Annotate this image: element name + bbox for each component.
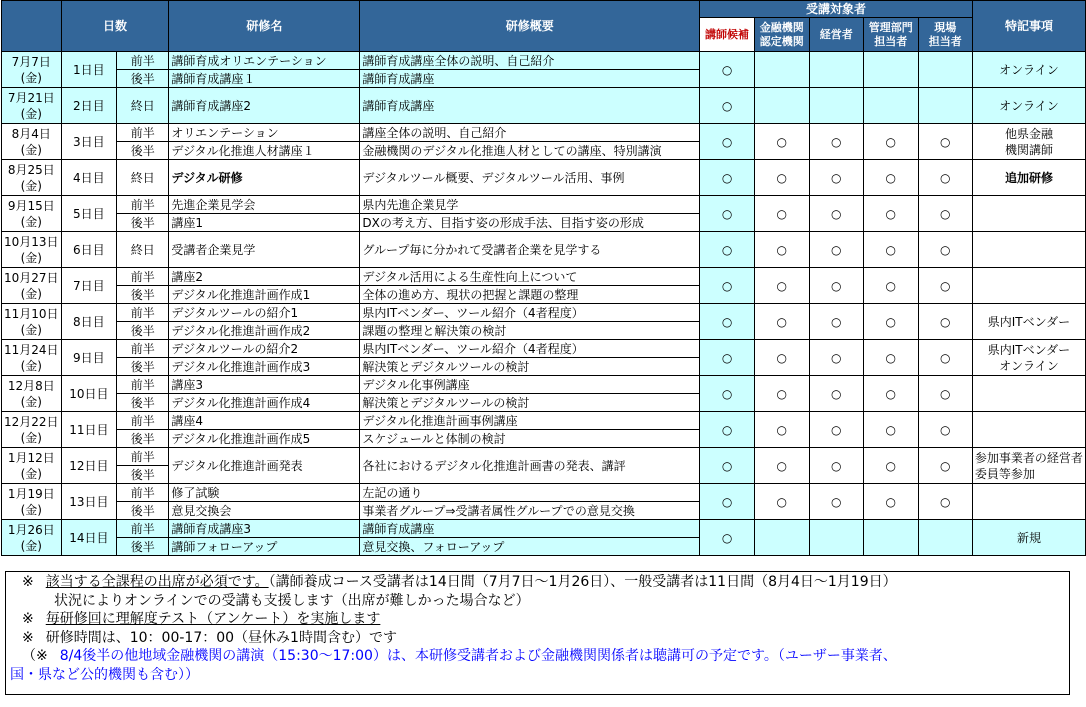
session-special-note	[972, 484, 1085, 520]
session-half: 後半	[117, 538, 169, 556]
target-header-executive	[809, 18, 863, 52]
session-date-day: 8月25日	[7, 162, 55, 177]
special-notes-header: 特記事項	[972, 1, 1085, 52]
session-date	[2, 232, 62, 268]
session-half: 前半	[117, 484, 169, 502]
target-mark-admin: ○	[863, 124, 918, 160]
target-mark-field	[918, 520, 972, 556]
target-mark-instructor: ○	[700, 484, 755, 520]
session-date-day: 9月15日	[7, 198, 55, 213]
target-mark-financial	[754, 520, 809, 556]
session-summary: 講師育成講座	[360, 70, 700, 88]
session-half: 前半	[117, 304, 169, 322]
session-day-number: 12日目	[61, 448, 117, 484]
session-special-note	[972, 448, 1085, 484]
session-summary: スケジュールと体制の検討	[360, 430, 700, 448]
audience-header: 受講対象者	[700, 1, 973, 18]
target-mark-admin	[863, 88, 918, 124]
session-course-name: デジタル化推進計画作成5	[169, 430, 360, 448]
session-half: 前半	[117, 448, 169, 466]
session-special-note	[972, 196, 1085, 232]
session-half: 前半	[117, 340, 169, 358]
session-date-day: 1月12日	[7, 450, 55, 465]
session-day-number: 8日目	[61, 304, 117, 340]
session-date	[2, 268, 62, 304]
session-half: 後半	[117, 502, 169, 520]
session-half: 後半	[117, 430, 169, 448]
table-row	[2, 376, 1086, 394]
target-mark-financial	[754, 88, 809, 124]
session-summary: 県内先進企業見学	[360, 196, 700, 214]
target-mark-field: ○	[918, 124, 972, 160]
special-note-line: 機関講師	[1004, 142, 1053, 157]
target-mark-financial	[754, 52, 809, 88]
session-day-number: 11日目	[61, 412, 117, 448]
session-date-day: 1月26日	[7, 522, 55, 537]
session-date-weekday: (金)	[20, 502, 42, 517]
session-half: 後半	[117, 358, 169, 376]
special-note-line: 参加事業者の経営者	[974, 450, 1083, 465]
target-mark-admin: ○	[863, 304, 918, 340]
session-half: 後半	[117, 322, 169, 340]
target-header-line: 認定機関	[759, 34, 804, 48]
session-half: 後半	[117, 70, 169, 88]
table-row	[2, 232, 1086, 268]
session-date	[2, 52, 62, 88]
session-course-name: 講師育成講座2	[169, 88, 360, 124]
session-summary: 各社におけるデジタル化推進計画書の発表、講評	[360, 448, 700, 484]
session-date	[2, 88, 62, 124]
session-special-note	[972, 412, 1085, 448]
session-date	[2, 448, 62, 484]
target-header-line: 現場	[934, 20, 957, 34]
session-summary: デジタルツール概要、デジタルツール活用、事例	[360, 160, 700, 196]
session-date-weekday: (金)	[20, 106, 42, 121]
target-mark-instructor: ○	[700, 304, 755, 340]
session-date	[2, 520, 62, 556]
session-date-weekday: (金)	[20, 214, 42, 229]
session-summary: 講師育成講座全体の説明、自己紹介	[360, 52, 700, 70]
session-day-number: 14日目	[61, 520, 117, 556]
target-mark-financial: ○	[754, 196, 809, 232]
session-date-weekday: (金)	[20, 286, 42, 301]
session-day-number: 1日目	[61, 52, 117, 88]
note-line-lecture	[22, 647, 1069, 666]
target-mark-executive	[809, 52, 863, 88]
session-day-number: 4日目	[61, 160, 117, 196]
target-header-line: 担当者	[928, 34, 962, 48]
target-mark-admin: ○	[863, 196, 918, 232]
target-mark-financial: ○	[754, 448, 809, 484]
session-day-number: 2日目	[61, 88, 117, 124]
session-date-day: 7月21日	[7, 90, 55, 105]
table-row	[2, 304, 1086, 322]
table-row	[2, 520, 1086, 538]
session-date-day: 11月24日	[4, 342, 59, 357]
session-date-weekday: (金)	[20, 430, 42, 445]
note-line-time	[22, 629, 1069, 648]
target-mark-admin: ○	[863, 412, 918, 448]
target-mark-executive: ○	[809, 196, 863, 232]
session-course-name: デジタル研修	[169, 160, 360, 196]
target-mark-admin	[863, 52, 918, 88]
target-mark-field: ○	[918, 412, 972, 448]
session-half: 終日	[117, 88, 169, 124]
session-date	[2, 196, 62, 232]
target-mark-instructor: ○	[700, 448, 755, 484]
session-course-name: 講師育成オリエンテーション	[169, 52, 360, 70]
session-half: 後半	[117, 214, 169, 232]
target-mark-admin: ○	[863, 160, 918, 196]
target-mark-field: ○	[918, 232, 972, 268]
note-attendance-required: 該当する全課程の出席が必須です。	[45, 574, 269, 590]
special-note-line: 県内ITベンダー	[987, 314, 1071, 329]
target-mark-financial: ○	[754, 376, 809, 412]
session-date-day: 11月10日	[4, 306, 59, 321]
note-online-support: 状況によりオンラインでの受講も支援します（出席が難しかった場合など）	[54, 592, 530, 609]
note-lecture: 8/4後半の他地域金融機関の講演（15:30～17:00）は、本研修受講者および金融機関関係者は聴講可の予定です。（ユーザー事業者、	[59, 648, 897, 664]
target-mark-instructor: ○	[700, 376, 755, 412]
session-summary: 意見交換、フォローアップ	[360, 538, 700, 556]
table-row	[2, 196, 1086, 214]
note-time: 研修時間は、10：00-17：00（昼休み1時間含む）です	[45, 629, 397, 646]
session-half: 終日	[117, 232, 169, 268]
session-special-note	[972, 340, 1085, 376]
special-note-line: オンライン	[999, 98, 1059, 113]
target-mark-instructor: ○	[700, 340, 755, 376]
session-date	[2, 412, 62, 448]
table-row	[2, 484, 1086, 502]
session-course-name: デジタル化推進計画作成4	[169, 394, 360, 412]
session-special-note	[972, 52, 1085, 88]
note-mark: （※	[22, 648, 48, 664]
session-date-weekday: (金)	[20, 358, 42, 373]
note-line-test	[22, 610, 1069, 629]
special-note-line: オンライン	[999, 62, 1059, 77]
session-half: 前半	[117, 268, 169, 286]
session-date-day: 10月27日	[4, 270, 59, 285]
target-mark-financial: ○	[754, 304, 809, 340]
session-date-weekday: (金)	[20, 142, 42, 157]
table-row	[2, 124, 1086, 142]
session-summary: 講座全体の説明、自己紹介	[360, 124, 700, 142]
target-mark-executive	[809, 88, 863, 124]
target-mark-executive: ○	[809, 448, 863, 484]
note-mark: ※	[22, 629, 34, 646]
target-mark-executive: ○	[809, 376, 863, 412]
special-note-line: オンライン	[999, 358, 1059, 373]
target-mark-financial: ○	[754, 232, 809, 268]
schedule-body	[2, 52, 1086, 556]
session-date-weekday: (金)	[20, 322, 42, 337]
target-mark-instructor: ○	[700, 196, 755, 232]
target-mark-field	[918, 52, 972, 88]
target-mark-field: ○	[918, 484, 972, 520]
note-mark: ※	[22, 574, 34, 590]
session-course-name: 修了試験	[169, 484, 360, 502]
session-date-day: 12月8日	[7, 378, 55, 393]
session-date	[2, 376, 62, 412]
session-course-name: デジタル化推進計画作成2	[169, 322, 360, 340]
note-attendance-detail: （講師養成コース受講者は14日間（7月7日～1月26日）、一般受講者は11日間（8月4日～1月19日）	[268, 574, 897, 590]
target-mark-executive: ○	[809, 340, 863, 376]
target-mark-field	[918, 88, 972, 124]
table-row	[2, 448, 1086, 466]
session-special-note	[972, 232, 1085, 268]
course-name-header: 研修名	[169, 1, 360, 52]
training-schedule-table	[1, 0, 1086, 556]
target-mark-instructor: ○	[700, 52, 755, 88]
session-date-day: 8月4日	[11, 126, 51, 141]
session-course-name: 意見交換会	[169, 502, 360, 520]
session-special-note	[972, 160, 1085, 196]
target-mark-financial: ○	[754, 340, 809, 376]
session-summary: デジタル化事例講座	[360, 376, 700, 394]
session-day-number: 7日目	[61, 268, 117, 304]
session-date	[2, 304, 62, 340]
target-header-line: 担当者	[874, 34, 908, 48]
session-date	[2, 160, 62, 196]
session-course-name: デジタルツールの紹介2	[169, 340, 360, 358]
table-row	[2, 160, 1086, 196]
session-course-name: デジタル化推進計画作成3	[169, 358, 360, 376]
session-date	[2, 484, 62, 520]
target-mark-admin	[863, 520, 918, 556]
target-mark-field: ○	[918, 304, 972, 340]
target-mark-executive: ○	[809, 304, 863, 340]
target-header-instructor	[700, 18, 755, 52]
target-mark-admin: ○	[863, 448, 918, 484]
note-test: 毎研修回に理解度テスト（アンケート）を実施します	[45, 611, 381, 627]
special-note-line: 委員等参加	[974, 466, 1035, 481]
target-header-line: 講師候補	[705, 27, 750, 41]
session-summary: 左記の通り	[360, 484, 700, 502]
session-special-note	[972, 520, 1085, 556]
session-date-weekday: (金)	[20, 70, 42, 85]
target-mark-field: ○	[918, 268, 972, 304]
target-mark-financial: ○	[754, 124, 809, 160]
session-half: 前半	[117, 520, 169, 538]
session-half: 終日	[117, 160, 169, 196]
session-half: 前半	[117, 196, 169, 214]
session-course-name: デジタル化推進人材講座１	[169, 142, 360, 160]
session-date-day: 7月7日	[11, 54, 51, 69]
target-mark-instructor: ○	[700, 160, 755, 196]
note-lecture-cont: 国・県など公的機関も含む））	[10, 666, 199, 683]
session-course-name: 講師育成講座１	[169, 70, 360, 88]
session-special-note	[972, 88, 1085, 124]
session-course-name: オリエンテーション	[169, 124, 360, 142]
session-half: 前半	[117, 124, 169, 142]
session-course-name: 先進企業見学会	[169, 196, 360, 214]
session-half: 後半	[117, 394, 169, 412]
session-course-name: デジタル化推進計画作成1	[169, 286, 360, 304]
target-mark-instructor: ○	[700, 232, 755, 268]
session-summary: 解決策とデジタルツールの検討	[360, 358, 700, 376]
session-date-day: 12月22日	[4, 414, 59, 429]
session-summary: DXの考え方、目指す姿の形成手法、目指す姿の形成	[360, 214, 700, 232]
target-mark-financial: ○	[754, 268, 809, 304]
session-course-name: 講座4	[169, 412, 360, 430]
session-summary: 課題の整理と解決策の検討	[360, 322, 700, 340]
target-mark-field: ○	[918, 448, 972, 484]
table-row	[2, 268, 1086, 286]
session-summary: 講師育成講座	[360, 88, 700, 124]
session-summary: 事業者グループ⇒受講者属性グループでの意見交換	[360, 502, 700, 520]
session-day-number: 13日目	[61, 484, 117, 520]
session-half: 前半	[117, 52, 169, 70]
target-mark-admin: ○	[863, 484, 918, 520]
session-course-name: 講座2	[169, 268, 360, 286]
session-day-number: 10日目	[61, 376, 117, 412]
session-special-note	[972, 304, 1085, 340]
session-special-note	[972, 268, 1085, 304]
session-date-weekday: (金)	[20, 466, 42, 481]
target-header-line: 金融機関	[759, 20, 804, 34]
table-row	[2, 412, 1086, 430]
target-mark-executive: ○	[809, 124, 863, 160]
special-note-line: 県内ITベンダー	[987, 342, 1071, 357]
session-course-name: デジタル化推進計画発表	[169, 448, 360, 484]
target-mark-instructor: ○	[700, 520, 755, 556]
session-half: 後半	[117, 286, 169, 304]
table-row	[2, 88, 1086, 124]
session-course-name: 受講者企業見学	[169, 232, 360, 268]
date-header	[2, 1, 62, 52]
session-summary: 金融機関のデジタル化推進人材としての講座、特別講演	[360, 142, 700, 160]
session-summary: グループ毎に分かれて受講者企業を見学する	[360, 232, 700, 268]
target-mark-admin: ○	[863, 268, 918, 304]
session-course-name: 講師フォローアップ	[169, 538, 360, 556]
session-date-day: 1月19日	[7, 486, 55, 501]
session-half: 後半	[117, 142, 169, 160]
note-line-attendance	[22, 573, 1069, 592]
target-mark-field: ○	[918, 196, 972, 232]
target-mark-instructor: ○	[700, 412, 755, 448]
target-mark-executive	[809, 520, 863, 556]
target-mark-admin: ○	[863, 232, 918, 268]
target-mark-financial: ○	[754, 412, 809, 448]
session-day-number: 6日目	[61, 232, 117, 268]
target-header-field	[918, 18, 972, 52]
target-mark-financial: ○	[754, 160, 809, 196]
target-mark-executive: ○	[809, 232, 863, 268]
session-date-weekday: (金)	[20, 250, 42, 265]
session-course-name: 講師育成講座3	[169, 520, 360, 538]
session-summary: 全体の進め方、現状の把握と課題の整理	[360, 286, 700, 304]
special-note-line: 新規	[1016, 530, 1041, 545]
target-header-line: 管理部門	[868, 20, 913, 34]
session-special-note	[972, 124, 1085, 160]
target-mark-field: ○	[918, 160, 972, 196]
notes-box	[5, 571, 1070, 695]
session-half: 前半	[117, 376, 169, 394]
target-mark-executive: ○	[809, 268, 863, 304]
target-mark-instructor: ○	[700, 124, 755, 160]
target-mark-admin: ○	[863, 376, 918, 412]
target-header-line: 経営者	[819, 27, 853, 41]
session-course-name: 講座3	[169, 376, 360, 394]
target-mark-executive: ○	[809, 412, 863, 448]
table-row	[2, 340, 1086, 358]
summary-header: 研修概要	[360, 1, 700, 52]
session-date-weekday: (金)	[20, 394, 42, 409]
session-date-day: 10月13日	[4, 234, 59, 249]
session-special-note	[972, 376, 1085, 412]
session-summary: デジタル活用による生産性向上について	[360, 268, 700, 286]
session-summary: 講師育成講座	[360, 520, 700, 538]
session-course-name: 講座1	[169, 214, 360, 232]
session-date	[2, 124, 62, 160]
session-date	[2, 340, 62, 376]
target-mark-financial: ○	[754, 484, 809, 520]
session-date-weekday: (金)	[20, 538, 42, 553]
session-summary: 解決策とデジタルツールの検討	[360, 394, 700, 412]
session-half: 後半	[117, 466, 169, 484]
table-row	[2, 52, 1086, 70]
session-summary: デジタル化推進計画事例講座	[360, 412, 700, 430]
target-mark-admin: ○	[863, 340, 918, 376]
target-mark-executive: ○	[809, 160, 863, 196]
special-note-line: 他県金融	[1004, 126, 1053, 141]
target-mark-instructor: ○	[700, 88, 755, 124]
target-mark-instructor: ○	[700, 268, 755, 304]
target-header-admin	[863, 18, 918, 52]
session-half: 前半	[117, 412, 169, 430]
session-date-weekday: (金)	[20, 178, 42, 193]
session-summary: 県内ITベンダー、ツール紹介（4者程度）	[360, 304, 700, 322]
target-mark-field: ○	[918, 376, 972, 412]
target-header-financial	[754, 18, 809, 52]
session-course-name: デジタルツールの紹介1	[169, 304, 360, 322]
note-mark: ※	[22, 611, 34, 627]
special-note-line: 追加研修	[1004, 170, 1053, 185]
target-mark-field: ○	[918, 340, 972, 376]
session-day-number: 5日目	[61, 196, 117, 232]
session-day-number: 9日目	[61, 340, 117, 376]
session-summary: 県内ITベンダー、ツール紹介（4者程度）	[360, 340, 700, 358]
session-day-number: 3日目	[61, 124, 117, 160]
target-mark-executive: ○	[809, 484, 863, 520]
day-count-header: 日数	[61, 1, 169, 52]
